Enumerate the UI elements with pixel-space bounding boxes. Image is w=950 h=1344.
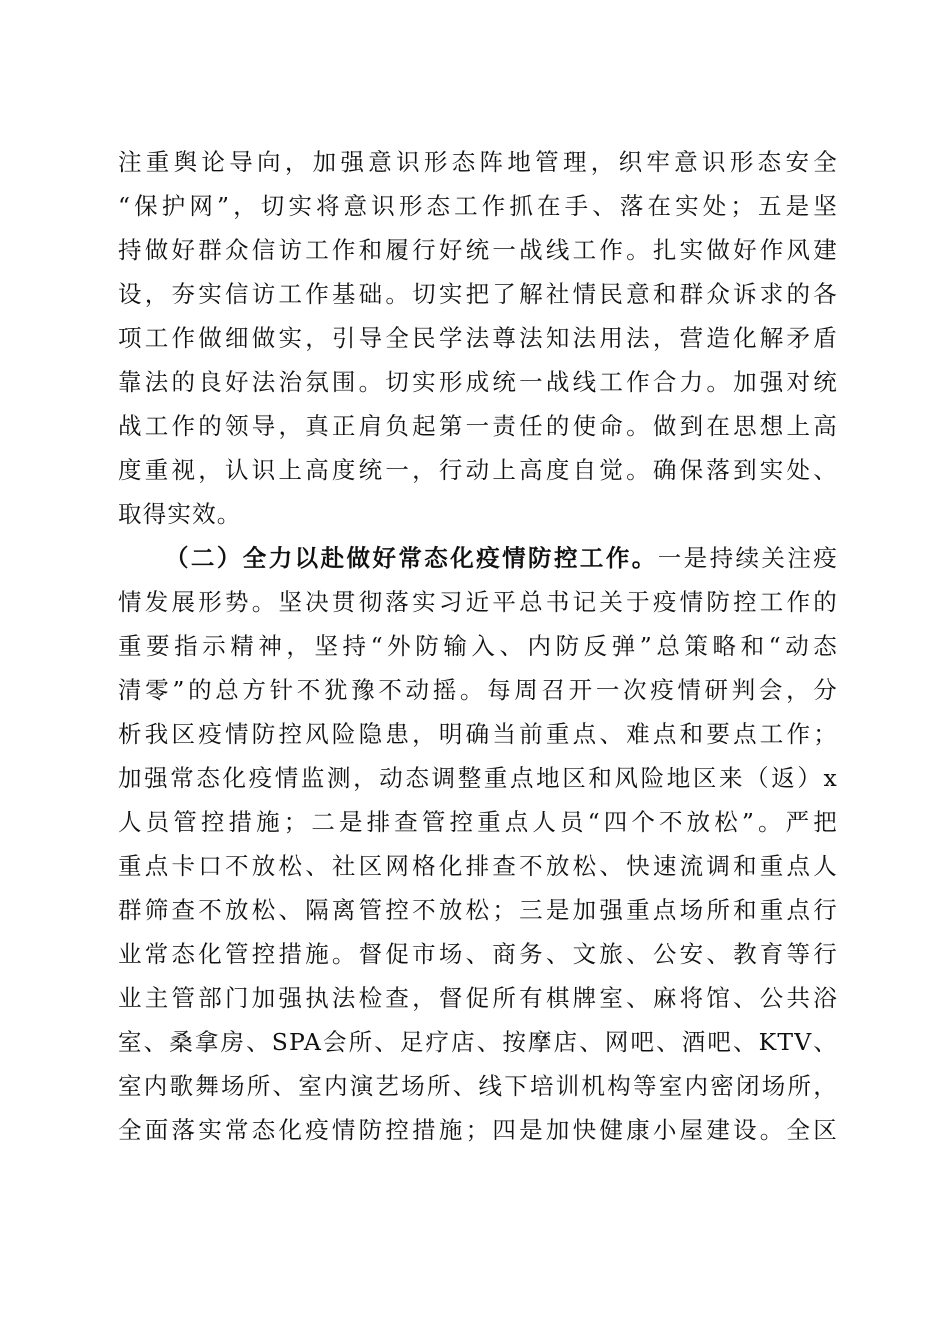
text-line: 业常态化管控措施。督促市场、商务、文旅、公安、教育等行	[118, 940, 838, 968]
text-line: 群筛查不放松、隔离管控不放松；三是加强重点场所和重点行	[118, 896, 838, 924]
text-line: 战工作的领导，真正肩负起第一责任的使命。做到在思想上高	[118, 412, 838, 440]
text-line: 析我区疫情防控风险隐患，明确当前重点、难点和要点工作；	[118, 720, 838, 748]
text-line: 持做好群众信访工作和履行好统一战线工作。扎实做好作风建	[118, 236, 838, 264]
text-line: 加强常态化疫情监测，动态调整重点地区和风险地区来（返）x	[118, 764, 838, 792]
text-line: 室内歌舞场所、室内演艺场所、线下培训机构等室内密闭场所，	[118, 1072, 838, 1100]
text-line: “保护网”，切实将意识形态工作抓在手、落在实处；五是坚	[118, 192, 838, 220]
paragraph-2	[118, 536, 838, 1152]
body-text	[118, 140, 838, 1152]
section-heading: （二）全力以赴做好常态化疫情防控工作。	[165, 544, 658, 572]
first-line-text: 一是持续关注疫	[657, 544, 838, 572]
text-line: 全面落实常态化疫情防控措施；四是加快健康小屋建设。全区	[118, 1116, 838, 1144]
text-line: 清零”的总方针不犹豫不动摇。每周召开一次疫情研判会，分	[118, 676, 838, 704]
paragraph-2-first-line	[118, 536, 838, 580]
text-line: 设，夯实信访工作基础。切实把了解社情民意和群众诉求的各	[118, 280, 838, 308]
paragraph-1	[118, 140, 838, 536]
text-line: 情发展形势。坚决贯彻落实习近平总书记关于疫情防控工作的	[118, 588, 838, 616]
text-line: 取得实效。	[118, 500, 242, 528]
text-line: 重点卡口不放松、社区网格化排查不放松、快速流调和重点人	[118, 852, 838, 880]
text-line: 室、桑拿房、SPA会所、足疗店、按摩店、网吧、酒吧、KTV、	[118, 1028, 838, 1056]
text-line: 项工作做细做实，引导全民学法尊法知法用法，营造化解矛盾	[118, 324, 838, 352]
text-line: 重要指示精神，坚持“外防输入、内防反弹”总策略和“动态	[118, 632, 838, 660]
text-line: 靠法的良好法治氛围。切实形成统一战线工作合力。加强对统	[118, 368, 838, 396]
text-line: 人员管控措施；二是排查管控重点人员“四个不放松”。严把	[118, 808, 838, 836]
text-line: 业主管部门加强执法检查，督促所有棋牌室、麻将馆、公共浴	[118, 984, 838, 1012]
text-line: 注重舆论导向，加强意识形态阵地管理，织牢意识形态安全	[118, 148, 838, 176]
text-line: 度重视，认识上高度统一，行动上高度自觉。确保落到实处、	[118, 456, 838, 484]
